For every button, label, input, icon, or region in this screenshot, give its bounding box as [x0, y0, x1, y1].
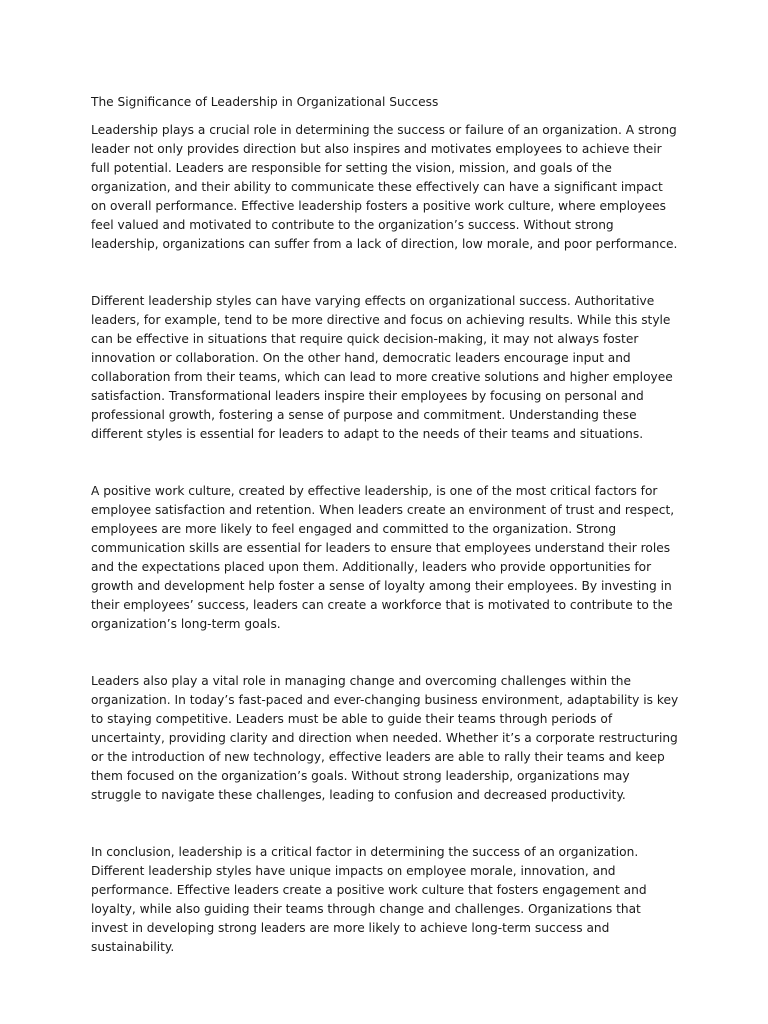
paragraph-spacer [91, 254, 681, 292]
paragraph-work-culture: A positive work culture, created by effective leadership, is one of the most critical factors for employee satisfaction and retention. When leaders create an environment of trust and respect, employees are more likely to feel engaged and committed to the organization. Strong communication skills are essential for leaders to ensure that employees understand their roles and the expectations placed upon them. Additionally, leaders who provide opportunities for growth and development help foster a sense of loyalty among their employees. By investing in their employees’ success, leaders can create a workforce that is motivated to contribute to the organization’s long-term goals. [91, 484, 675, 631]
document-title: The Significance of Leadership in Organizational Success [91, 95, 439, 109]
paragraph-managing-change: Leaders also play a vital role in managing change and overcoming challenges within the organization. In today’s fast-paced and ever-changing business environment, adaptability is key to staying competitive. Leaders must be able to guide their teams through periods of uncertainty, providing clarity and direction when needed. Whether it’s a corporate restructuring or the introduction of new technology, effective leaders are able to rally their teams and keep them focused on the organization’s goals. Without strong leadership, organizations may struggle to navigate these challenges, leading to confusion and decreased productivity. [91, 674, 679, 802]
paragraph-spacer [91, 444, 681, 482]
paragraph-spacer [91, 805, 681, 843]
paragraph-introduction: Leadership plays a crucial role in determining the success or failure of an organization. A strong leader not only provides direction but also inspires and motivates employees to achieve their full potential. Leaders are responsible for setting the vision, mission, and goals of the organization, and their ability to communicate these effectively can have a significant impact on overall performance. Effective leadership fosters a positive work culture, where employees feel valued and motivated to contribute to the organization’s success. Without strong leadership, organizations can suffer from a lack of direction, low morale, and poor performance. [91, 123, 678, 251]
paragraph-spacer [91, 634, 681, 672]
document-body [91, 93, 681, 957]
paragraph-conclusion: In conclusion, leadership is a critical factor in determining the success of an organization. Different leadership styles have unique impacts on employee morale, innovation, and performance. Effective leaders create a positive work culture that fosters engagement and loyalty, while also guiding their teams through change and challenges. Organizations that invest in developing strong leaders are more likely to achieve long-term success and sustainability. [91, 845, 647, 954]
paragraph-leadership-styles: Different leadership styles can have varying effects on organizational success. Authoritative leaders, for example, tend to be more directive and focus on achieving results. While this style can be effective in situations that require quick decision-making, it may not always foster innovation or collaboration. On the other hand, democratic leaders encourage input and collaboration from their teams, which can lead to more creative solutions and higher employee satisfaction. Transformational leaders inspire their employees by focusing on personal and professional growth, fostering a sense of purpose and commitment. Understanding these different styles is essential for leaders to adapt to the needs of their teams and situations. [91, 294, 673, 441]
